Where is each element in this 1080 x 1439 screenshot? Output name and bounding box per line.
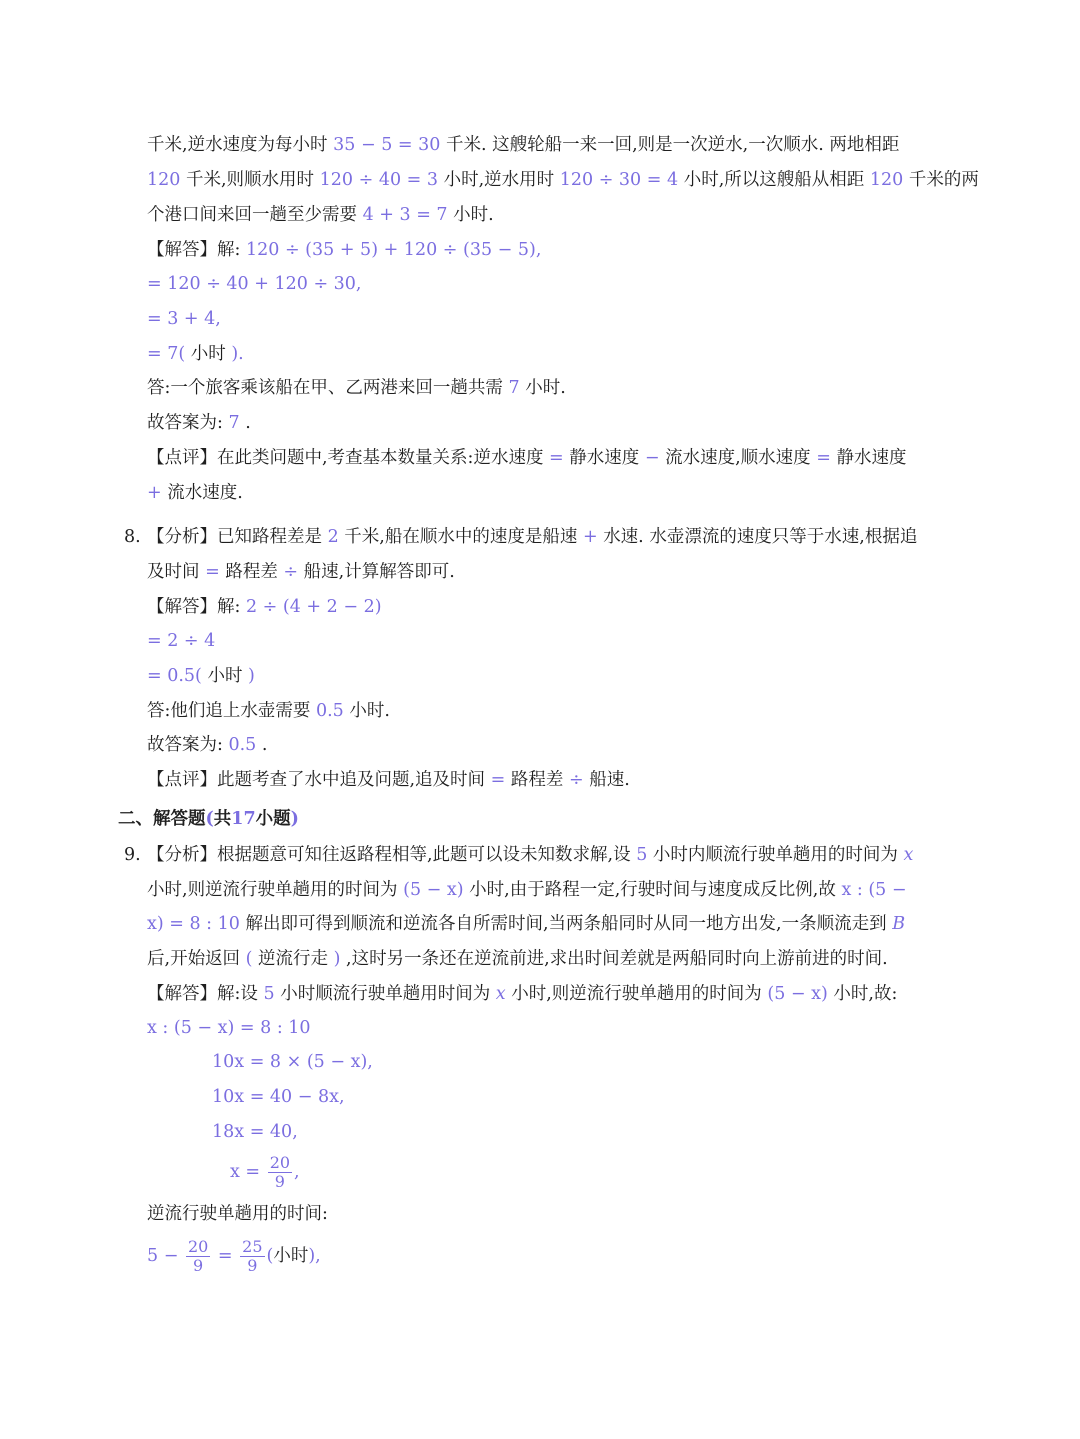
text: 及时间 [147, 562, 200, 582]
denominator: 9 [193, 1256, 204, 1275]
math: x = [230, 1162, 261, 1182]
text-line [147, 910, 905, 938]
text-line [147, 558, 455, 586]
text: 路程差 [510, 770, 564, 790]
answer-label: 【解答】解: [147, 597, 241, 617]
text: 船速. [589, 770, 630, 790]
math: 4 + 3 = 7 [362, 205, 448, 225]
comment-line [147, 444, 907, 472]
numerator: 20 [187, 1237, 209, 1256]
math: 7 [508, 378, 520, 398]
text: 小时,则逆流行驶单趟用的时间为 [147, 880, 398, 900]
text: 小时. [349, 701, 390, 721]
text: 船速,计算解答即可. [303, 562, 455, 582]
math-line: = 120 ÷ 40 + 120 ÷ 30, [147, 274, 362, 294]
math: = [549, 448, 564, 468]
text: 小时 [207, 666, 243, 686]
answer-label: 【解答】解: [147, 240, 241, 260]
math: ( [245, 949, 253, 969]
question-number: 8. [124, 527, 141, 547]
text: 流水速度,顺水速度 [665, 448, 811, 468]
text: 二、解答题 [118, 809, 206, 829]
math: x : (5 − [841, 880, 907, 900]
text: 【点评】在此类问题中,考查基本数量关系:逆水速度 [147, 448, 544, 468]
text: . [261, 735, 268, 755]
math: 120 ÷ 30 = 4 [559, 170, 679, 190]
text-line [147, 945, 888, 973]
text: 千米,逆水速度为每小时 [147, 135, 328, 155]
answer-line [147, 236, 541, 264]
math: 2 [327, 527, 339, 547]
analysis-line [147, 523, 917, 551]
math-line: = 2 ÷ 4 [147, 631, 216, 651]
math-line: = 3 + 4, [147, 309, 221, 329]
math: ÷ [283, 562, 299, 582]
math: 17 [231, 809, 256, 829]
math: = 0.5( [147, 666, 202, 686]
answer-line [147, 593, 382, 621]
answer-label: 【解答】解:设 [147, 984, 258, 1004]
math: x [495, 984, 506, 1004]
math: 120 [869, 170, 904, 190]
math-line: 18x = 40, [212, 1122, 298, 1142]
numerator: 20 [269, 1153, 291, 1172]
denominator: 9 [247, 1256, 258, 1275]
math: B [892, 914, 906, 934]
math: ÷ [568, 770, 584, 790]
text: 千米的两 [908, 170, 979, 190]
text: 小时顺流行驶单趟用时间为 [280, 984, 491, 1004]
math: 2 ÷ (4 + 2 − 2) [245, 597, 382, 617]
text: 小时,则逆流行驶单趟用的时间为 [511, 984, 762, 1004]
text: 【分析】已知路程差是 [147, 527, 322, 547]
text-line: 逆流行驶单趟用的时间: [147, 1204, 328, 1224]
math-line: x : (5 − x) = 8 : 10 [147, 1018, 311, 1038]
math: ) [290, 809, 299, 829]
question-number: 9. [124, 845, 141, 865]
text: 答:一个旅客乘该船在甲、乙两港来回一趟共需 [147, 378, 503, 398]
text: 故答案为: [147, 413, 223, 433]
math: 5 [263, 984, 275, 1004]
math-line: 10x = 40 − 8x, [212, 1087, 345, 1107]
text-line [147, 201, 494, 229]
math: ). [231, 344, 244, 364]
math: 5 − [147, 1246, 179, 1266]
section-heading [118, 805, 299, 833]
math: 5 [636, 845, 648, 865]
text: 小时. [525, 378, 566, 398]
text: . [245, 413, 251, 433]
math: ) [333, 949, 341, 969]
text-line [147, 374, 566, 402]
comment-line [147, 766, 630, 794]
math: 120 [147, 170, 181, 190]
math-line [147, 662, 255, 690]
text: 个港口间来回一趟至少需要 [147, 205, 357, 225]
text: 千米. 这艘轮船一来一回,则是一次逆水,一次顺水. 两地相距 [445, 135, 900, 155]
text: 后,开始返回 [147, 949, 241, 969]
text: 流水速度. [167, 483, 243, 503]
math: 0.5 [228, 735, 257, 755]
text: 小时,故: [833, 984, 898, 1004]
fraction [268, 1154, 292, 1191]
text: 小时 [190, 344, 226, 364]
math: + [147, 483, 162, 503]
text: 逆流行走 [258, 949, 329, 969]
answer-line [147, 980, 897, 1008]
text: 小题 [255, 809, 291, 829]
denominator: 9 [274, 1172, 285, 1191]
math: x [903, 845, 914, 865]
math: (5 − x) [403, 880, 464, 900]
text: 小时 [273, 1246, 309, 1266]
math: 7 [228, 413, 240, 433]
fraction [186, 1238, 210, 1275]
text: 共 [213, 809, 232, 829]
math: , [294, 1162, 300, 1182]
math: ), [308, 1246, 321, 1266]
text: 千米,船在顺水中的速度是船速 [344, 527, 578, 547]
math: 35 − 5 = 30 [333, 135, 441, 155]
text: 小时,逆水用时 [443, 170, 555, 190]
math: (5 − x) [767, 984, 828, 1004]
text-line [147, 697, 390, 725]
text: 小时内顺流行驶单趟用的时间为 [652, 845, 898, 865]
text: 千米,则顺水用时 [185, 170, 315, 190]
fraction [240, 1238, 264, 1275]
math: = 7( [147, 344, 186, 364]
math: ( [205, 809, 214, 829]
text-line [147, 409, 251, 437]
analysis-line [147, 841, 913, 869]
text: 路程差 [225, 562, 278, 582]
text-line [147, 876, 907, 904]
math-line: 10x = 8 × (5 − x), [212, 1052, 373, 1072]
text-line [147, 731, 267, 759]
text: 【点评】此题考查了水中追及问题,追及时间 [147, 770, 486, 790]
text-line [147, 131, 899, 159]
text: 静水速度 [569, 448, 640, 468]
text-line [147, 479, 243, 507]
text: 【分析】根据题意可知往返路程相等,此题可以设未知数求解,设 [147, 845, 631, 865]
math: = [205, 562, 220, 582]
math: 0.5 [315, 701, 344, 721]
math: x) = 8 : 10 [147, 914, 240, 934]
text: 静水速度 [836, 448, 907, 468]
math: + [582, 527, 598, 547]
math: = [217, 1246, 233, 1266]
math: = [490, 770, 506, 790]
math: 120 ÷ (35 + 5) + 120 ÷ (35 − 5), [245, 240, 542, 260]
text: ,这时另一条还在逆流前进,求出时间差就是两船同时向上游前进的时间. [346, 949, 888, 969]
math: ) [248, 666, 255, 686]
text: 解出即可得到顺流和逆流各自所需时间,当两条船同时从同一地方出发,一条顺流走到 [245, 914, 887, 934]
math: − [644, 448, 660, 468]
math-line [147, 1236, 321, 1276]
text-line [147, 166, 979, 194]
text: 小时,由于路程一定,行驶时间与速度成反比例,故 [469, 880, 836, 900]
math-line [230, 1152, 300, 1192]
text: 答:他们追上水壶需要 [147, 701, 311, 721]
text: 故答案为: [147, 735, 223, 755]
math: 120 ÷ 40 = 3 [319, 170, 439, 190]
text: 小时. [453, 205, 494, 225]
math: = [816, 448, 831, 468]
text: 水速. 水壶漂流的速度只等于水速,根据追 [603, 527, 918, 547]
math-line [147, 340, 244, 368]
math: ( [266, 1246, 274, 1266]
numerator: 25 [242, 1237, 263, 1256]
text: 小时,所以这艘船从相距 [683, 170, 865, 190]
